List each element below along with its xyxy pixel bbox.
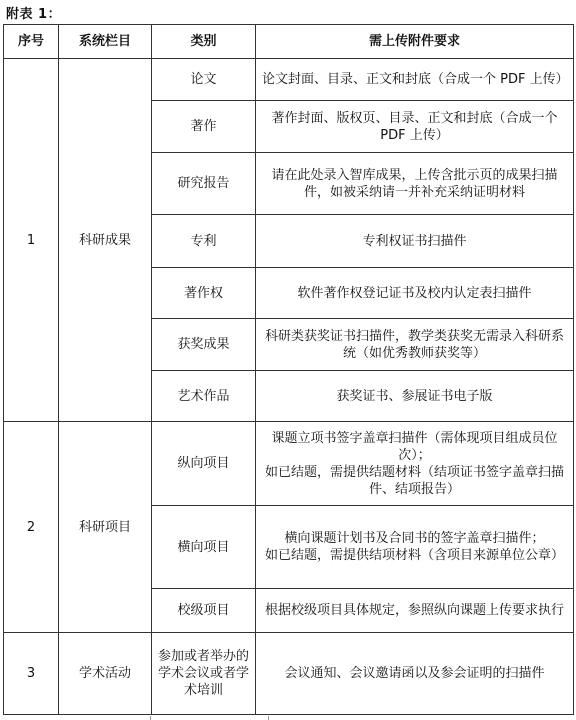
group-column: 学术活动: [59, 633, 152, 715]
row-requirement: 横向课题计划书及合同书的签字盖章扫描件； 如已结题，需提供结项材料（含项目来源单位公章）: [256, 506, 574, 589]
row-requirement: 根据校级项目具体规定，参照纵向课题上传要求执行: [256, 589, 574, 633]
row-requirement: 课题立项书签字盖章扫描件（需体现项目组成员位次）； 如已结题，需提供结题材料（结项证书签字盖章扫描件、结项报告）: [256, 422, 574, 506]
group-column: 科研项目: [59, 422, 152, 633]
row-requirement: 科研类获奖证书扫描件，教学类获奖无需录入科研系统（如优秀教师获奖等）: [256, 319, 574, 371]
row-requirement: 请在此处录入智库成果，上传含批示页的成果扫描件，如被采纳请一并补充采纳证明材料: [256, 153, 574, 215]
header-column: 系统栏目: [59, 25, 152, 59]
group-seq: 1: [4, 59, 59, 422]
row-category: 著作: [152, 101, 256, 153]
next-page-border-right: [268, 716, 269, 720]
table-row: [4, 633, 574, 715]
row-category: 横向项目: [152, 506, 256, 589]
group-seq: 3: [4, 633, 59, 715]
row-requirement: 会议通知、会议邀请函以及参会证明的扫描件: [256, 633, 574, 715]
row-category: 研究报告: [152, 153, 256, 215]
row-category: 纵向项目: [152, 422, 256, 506]
header-category: 类别: [152, 25, 256, 59]
row-requirement: 著作封面、版权页、目录、正文和封底（合成一个 PDF 上传）: [256, 101, 574, 153]
row-category: 校级项目: [152, 589, 256, 633]
row-requirement: 专利权证书扫描件: [256, 215, 574, 268]
header-seq: 序号: [4, 25, 59, 59]
row-category: 参加或者举办的学术会议或者学术培训: [152, 633, 256, 715]
header-requirement: 需上传附件要求: [256, 25, 574, 59]
group-seq: 2: [4, 422, 59, 633]
group-column: 科研成果: [59, 59, 152, 422]
attachment-requirements-table: [3, 24, 574, 715]
row-category: 论文: [152, 59, 256, 101]
table-caption: 附表 1：: [6, 7, 62, 22]
row-requirement: 论文封面、目录、正文和封底（合成一个 PDF 上传）: [256, 59, 574, 101]
row-category: 著作权: [152, 268, 256, 319]
table-row: [4, 59, 574, 101]
row-requirement: 获奖证书、参展证书电子版: [256, 371, 574, 422]
row-category: 艺术作品: [152, 371, 256, 422]
row-category: 获奖成果: [152, 319, 256, 371]
row-category: 专利: [152, 215, 256, 268]
next-page-border-left: [150, 716, 151, 720]
table-row: [4, 422, 574, 506]
row-requirement: 软件著作权登记证书及校内认定表扫描件: [256, 268, 574, 319]
header-row: [4, 25, 574, 59]
